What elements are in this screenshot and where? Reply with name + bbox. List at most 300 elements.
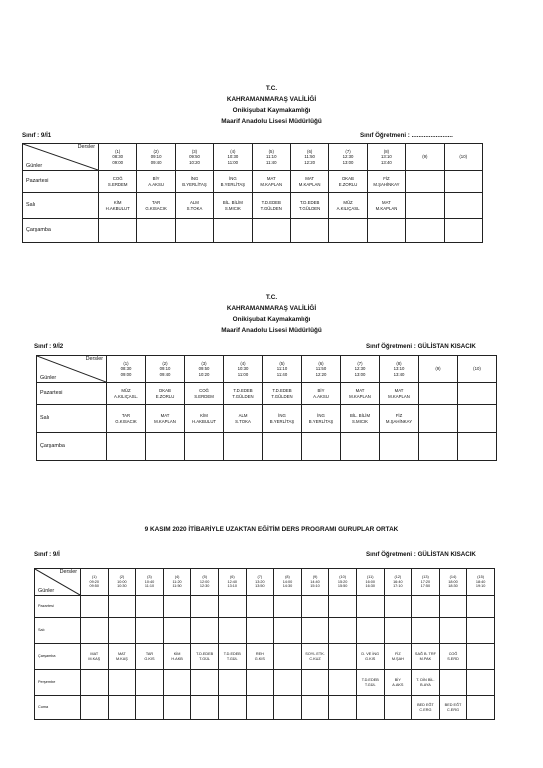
lesson-cell — [246, 618, 274, 644]
lesson-cell — [108, 670, 136, 696]
lesson-teacher: M.KAPLAN — [154, 418, 176, 424]
lesson-cell — [467, 618, 495, 644]
lesson-cell — [406, 219, 444, 243]
lesson-cell — [367, 219, 405, 243]
lesson-cell — [175, 219, 213, 243]
lesson-cell — [302, 433, 341, 461]
period-start-time: 12:40 — [227, 579, 238, 584]
period-start-time: 13:10 — [381, 154, 392, 160]
lesson-cell — [185, 383, 224, 405]
block1-title-school: Maarif Anadolu Lisesi Müdürlüğü — [221, 118, 322, 125]
period-number: (8) — [285, 575, 290, 580]
block2-title-tc: T.C. — [265, 294, 278, 301]
lesson-subject: İNG — [278, 413, 286, 419]
lesson-cell — [191, 644, 219, 670]
period-number: (6) — [307, 148, 313, 154]
period-header-cell — [329, 569, 357, 596]
lesson-cell — [301, 696, 329, 720]
block2-class-label: Sınıf : 9/İ2 — [34, 343, 64, 350]
lesson-cell — [191, 670, 219, 696]
lesson-cell — [329, 193, 367, 219]
lesson-cell — [301, 618, 329, 644]
lesson-teacher: G.KIS — [254, 656, 265, 661]
day-name-cell: Çarşamba — [23, 219, 99, 243]
lesson-cell — [107, 383, 146, 405]
period-end-time: 09:40 — [159, 371, 171, 377]
day-name-cell: Salı — [35, 618, 81, 644]
period-end-time: 09:00 — [112, 159, 124, 165]
lesson-subject: MÜZ — [343, 200, 353, 206]
lesson-cell — [458, 405, 497, 433]
lesson-teacher: A.KILIÇASL — [336, 205, 360, 211]
lesson-teacher: T.GÜL — [226, 656, 238, 661]
lesson-cell — [467, 670, 495, 696]
lesson-cell — [274, 644, 302, 670]
lesson-cell — [137, 219, 175, 243]
day-name-cell: Çarşamba — [35, 644, 81, 670]
day-name-cell: Pazartesi — [35, 596, 81, 618]
day-name-cell: Salı — [23, 193, 99, 219]
day-row — [35, 696, 495, 720]
lesson-cell — [439, 618, 467, 644]
period-start-time: 11:10 — [266, 154, 277, 160]
period-start-time: 17:20 — [420, 579, 431, 584]
lesson-subject: MAT — [355, 388, 365, 394]
period-start-time: 09:50 — [189, 154, 200, 160]
lesson-cell — [163, 644, 191, 670]
lesson-cell — [263, 383, 302, 405]
lesson-teacher: C.KUZ — [309, 656, 321, 661]
lesson-cell — [439, 696, 467, 720]
period-header-cell — [384, 569, 412, 596]
lesson-teacher: M.PAK — [419, 656, 432, 661]
day-name-cell: Pazartesi — [37, 383, 107, 405]
period-end-time: 11:00 — [237, 371, 249, 377]
block1-teacher-label: Sınıf Öğretmeni : ........................ — [360, 132, 453, 139]
lesson-cell — [246, 644, 274, 670]
period-header-cell — [191, 569, 219, 596]
period-number: (7) — [345, 148, 351, 154]
block2-timetable — [36, 355, 497, 461]
lesson-subject: TAR — [121, 413, 131, 419]
period-number: (11) — [366, 575, 374, 580]
period-start-time: 15:20 — [337, 579, 348, 584]
period-start-time: 13:10 — [393, 366, 405, 372]
lesson-subject: BİL. BİLİM — [349, 413, 371, 419]
lesson-teacher: G.KISACIK — [115, 418, 137, 424]
day-name-cell: Çarşamba — [37, 433, 107, 461]
period-header-cell — [163, 569, 191, 596]
lesson-teacher: M.ŞAHİNKAY — [373, 181, 400, 187]
lesson-subject: BİY — [317, 388, 325, 394]
period-number: (1) — [115, 148, 121, 154]
lesson-teacher: M.ŞAHİNKAY — [385, 418, 413, 424]
period-number: (13) — [422, 575, 429, 580]
lesson-cell — [81, 618, 109, 644]
period-start-time: 14:40 — [310, 579, 320, 584]
lesson-cell — [444, 219, 482, 243]
period-number: (2) — [119, 575, 125, 580]
lesson-teacher: C.ERG — [447, 707, 460, 712]
block2-teacher-label: Sınıf Öğretmeni : GÜLİSTAN KISACIK — [366, 343, 476, 350]
period-header-cell — [301, 569, 329, 596]
period-end-time: 10:20 — [189, 159, 200, 165]
period-end-time: 11:50 — [172, 584, 182, 589]
lesson-cell — [163, 618, 191, 644]
period-end-time: 12:20 — [315, 371, 327, 377]
period-end-time: 16:30 — [365, 584, 375, 589]
lesson-teacher: T.GÜL — [364, 682, 376, 687]
day-row — [35, 618, 495, 644]
lesson-teacher: H.AKBULUT — [105, 205, 130, 211]
lesson-cell — [274, 696, 302, 720]
lesson-cell — [107, 405, 146, 433]
lesson-subject: MAT — [118, 651, 126, 656]
period-end-time: 11:10 — [144, 584, 155, 589]
lesson-cell — [301, 596, 329, 618]
lesson-cell — [108, 596, 136, 618]
period-header-cell — [367, 144, 405, 171]
period-header-cell — [218, 569, 246, 596]
period-start-time: 09:10 — [159, 366, 171, 372]
lesson-subject: İNG — [317, 413, 325, 419]
gunler-label: Günler — [38, 588, 55, 595]
lesson-cell — [412, 596, 440, 618]
lesson-cell — [444, 193, 482, 219]
lesson-subject: T.D.EDEB — [299, 200, 320, 206]
period-start-time: 11:10 — [276, 366, 288, 372]
period-start-time: 11:20 — [172, 579, 182, 584]
period-start-time: 11:50 — [304, 154, 315, 160]
lesson-cell — [214, 193, 252, 219]
block2-title-valilik: KAHRAMANMARAŞ VALİLİĞİ — [226, 305, 317, 312]
gunler-label: Günler — [40, 374, 57, 381]
period-header-cell — [263, 356, 302, 383]
lesson-cell — [419, 383, 458, 405]
lesson-cell — [329, 644, 357, 670]
period-header-cell — [290, 144, 328, 171]
day-row — [37, 383, 497, 405]
lesson-subject: MAT — [382, 200, 391, 206]
lesson-cell — [224, 383, 263, 405]
lesson-teacher: M.KAPLAN — [298, 181, 321, 187]
lesson-cell — [419, 405, 458, 433]
lesson-cell — [329, 596, 357, 618]
lesson-teacher: M.KAPLAN — [375, 205, 398, 211]
lesson-teacher: G.KIS — [144, 656, 155, 661]
period-end-time: 14:30 — [282, 584, 293, 589]
period-header-cell — [356, 569, 384, 596]
lesson-teacher: M.KAŞ — [115, 656, 128, 661]
lesson-subject: MAT — [266, 176, 276, 182]
lesson-subject: BİL. BİLİM — [222, 200, 243, 206]
lesson-cell — [439, 644, 467, 670]
block3-heading: 9 KASIM 2020 İTİBARİYLE UZAKTAN EĞİTİM DERS PROGRAMI GURUPLAR ORTAK — [144, 526, 399, 533]
lesson-teacher: M.KAŞ — [88, 656, 101, 661]
period-number: (14) — [449, 575, 457, 580]
lesson-subject: MAT — [305, 176, 315, 182]
block2-title-school: Maarif Anadolu Lisesi Müdürlüğü — [221, 327, 322, 334]
header-row — [35, 569, 495, 596]
block1-timetable — [22, 143, 483, 243]
period-end-time: 11:40 — [266, 159, 277, 165]
period-start-time: 12:30 — [354, 366, 366, 372]
lesson-teacher: S.ERDEM — [194, 393, 214, 399]
lesson-cell — [367, 193, 405, 219]
lesson-cell — [99, 219, 137, 243]
lesson-cell — [108, 618, 136, 644]
lesson-cell — [290, 219, 328, 243]
period-end-time: 13:00 — [342, 159, 354, 165]
lesson-teacher: A.AKS — [392, 682, 404, 687]
lesson-cell — [163, 696, 191, 720]
period-header-cell — [341, 356, 380, 383]
dersler-label: Dersler — [77, 144, 95, 150]
lesson-teacher: A.KILIÇASL. — [113, 393, 139, 399]
lesson-teacher: G.KIS — [365, 656, 376, 661]
lesson-cell — [406, 193, 444, 219]
period-end-time: 09:40 — [150, 159, 162, 165]
period-start-time: 16:00 — [365, 579, 375, 584]
lesson-subject: SOYL ETK. — [305, 651, 325, 656]
lesson-teacher: B.YERLİTAŞ — [308, 418, 334, 424]
lesson-teacher: A.AKSU — [148, 181, 164, 187]
lesson-subject: İNG — [190, 176, 199, 182]
lesson-cell — [302, 405, 341, 433]
lesson-cell — [356, 644, 384, 670]
lesson-teacher: S.TOKA — [186, 205, 203, 211]
period-header-cell — [412, 569, 440, 596]
period-header-cell — [175, 144, 213, 171]
lesson-cell — [191, 596, 219, 618]
block1-title-valilik: KAHRAMANMARAŞ VALİLİĞİ — [226, 96, 317, 103]
lesson-teacher: B.YERLİTAŞ — [269, 418, 295, 424]
period-start-time: 10:40 — [144, 579, 155, 584]
period-header-cell — [108, 569, 136, 596]
lesson-cell — [341, 383, 380, 405]
period-start-time: 10:30 — [227, 154, 239, 160]
period-number: (9) — [312, 575, 318, 580]
period-header-cell — [136, 569, 164, 596]
period-number: (5) — [202, 575, 207, 580]
dersler-label: Dersler — [85, 356, 103, 362]
block1-title-kaymakamlik: Onikişubat Kaymakamlığı — [232, 107, 311, 114]
lesson-subject: BİY — [394, 677, 401, 682]
lesson-cell — [290, 171, 328, 193]
period-end-time: 13:00 — [354, 371, 366, 377]
lesson-cell — [329, 696, 357, 720]
header-row — [37, 356, 497, 383]
period-header-cell — [444, 144, 482, 171]
lesson-teacher: H.AKBULUT — [191, 418, 217, 424]
period-number: (6) — [318, 360, 324, 366]
period-header-cell — [252, 144, 290, 171]
lesson-subject: T.D.EDEB — [223, 651, 241, 656]
lesson-cell — [384, 644, 412, 670]
period-number: (8) — [396, 360, 402, 366]
lesson-subject: DKAB — [159, 388, 171, 394]
lesson-cell — [341, 405, 380, 433]
period-end-time: 18:30 — [448, 584, 458, 589]
lesson-subject: TAR — [145, 651, 154, 656]
lesson-cell — [175, 193, 213, 219]
period-number: (9) — [435, 366, 441, 372]
lesson-subject: KİM — [173, 651, 181, 656]
lesson-cell — [146, 433, 185, 461]
lesson-teacher: H.AKB — [171, 656, 183, 661]
period-start-time: 11:50 — [315, 366, 327, 372]
lesson-cell — [384, 696, 412, 720]
period-header-cell — [406, 144, 444, 171]
lesson-cell — [274, 670, 302, 696]
lesson-cell — [252, 219, 290, 243]
lesson-subject: ALM — [238, 413, 248, 419]
block1-title-tc: T.C. — [265, 85, 278, 92]
block3-class-label: Sınıf : 9/İ — [34, 551, 60, 558]
lesson-cell — [191, 696, 219, 720]
lesson-subject: FİZ — [383, 176, 390, 182]
block3-teacher-label: Sınıf Öğretmeni : GÜLİSTAN KISACIK — [366, 551, 476, 558]
period-number: (7) — [257, 575, 263, 580]
header-corner-cell — [35, 569, 81, 596]
lesson-cell — [458, 383, 497, 405]
period-number: (1) — [123, 360, 129, 366]
period-end-time: 13:40 — [393, 371, 405, 377]
lesson-cell — [108, 644, 136, 670]
lesson-cell — [81, 670, 109, 696]
period-number: (6) — [229, 575, 235, 580]
lesson-subject: MAT — [160, 413, 170, 419]
period-number: (12) — [394, 575, 402, 580]
period-number: (3) — [201, 360, 207, 366]
header-corner-cell — [37, 356, 107, 383]
lesson-cell — [218, 644, 246, 670]
period-number: (5) — [279, 360, 285, 366]
lesson-subject: MAT — [394, 388, 404, 394]
lesson-cell — [214, 171, 252, 193]
lesson-cell — [218, 696, 246, 720]
period-header-cell — [214, 144, 252, 171]
lesson-cell — [356, 670, 384, 696]
period-header-cell — [246, 569, 274, 596]
period-number: (2) — [162, 360, 168, 366]
lesson-subject: FİZ — [394, 651, 401, 656]
day-row — [23, 219, 483, 243]
lesson-subject: REH — [255, 651, 264, 656]
lesson-cell — [137, 171, 175, 193]
period-start-time: 09:20 — [89, 579, 100, 584]
lesson-teacher: E.ZORLU — [338, 181, 358, 187]
lesson-teacher: B.YERLİTAŞ — [182, 181, 207, 187]
lesson-cell — [356, 696, 384, 720]
lesson-subject: MÜZ — [121, 388, 131, 394]
lesson-teacher: S.MICIK — [352, 418, 368, 424]
lesson-teacher: S.MICIK — [224, 205, 241, 211]
period-end-time: 12:30 — [199, 584, 210, 589]
period-end-time: 13:50 — [255, 584, 265, 589]
lesson-cell — [81, 644, 109, 670]
period-number: (5) — [268, 148, 274, 154]
day-row — [35, 596, 495, 618]
header-corner-cell — [23, 144, 99, 171]
lesson-cell — [439, 596, 467, 618]
lesson-cell — [252, 171, 290, 193]
period-header-cell — [146, 356, 185, 383]
lesson-cell — [214, 219, 252, 243]
lesson-cell — [246, 596, 274, 618]
lesson-cell — [341, 433, 380, 461]
period-header-cell — [274, 569, 302, 596]
lesson-subject: İNG — [229, 176, 237, 182]
lesson-subject: DKAB — [342, 176, 354, 182]
period-number: (4) — [230, 148, 236, 154]
lesson-subject: KİM — [200, 413, 208, 419]
period-header-cell — [329, 144, 367, 171]
period-start-time: 09:10 — [150, 154, 162, 160]
lesson-teacher: T.GÜLDEN — [232, 393, 254, 399]
lesson-teacher: T.GÜLDEN — [271, 393, 293, 399]
lesson-cell — [467, 596, 495, 618]
period-end-time: 10:30 — [117, 584, 127, 589]
lesson-cell — [218, 670, 246, 696]
period-header-cell — [419, 356, 458, 383]
period-number: (9) — [422, 154, 428, 160]
lesson-cell — [444, 171, 482, 193]
lesson-cell — [406, 171, 444, 193]
lesson-teacher: E.ZORLU — [155, 393, 175, 399]
lesson-cell — [419, 433, 458, 461]
lesson-cell — [329, 171, 367, 193]
day-row — [23, 171, 483, 193]
lesson-subject: KİM — [113, 200, 122, 206]
lesson-cell — [302, 383, 341, 405]
lesson-cell — [412, 618, 440, 644]
lesson-subject: T.D.EDEB — [233, 388, 253, 394]
lesson-subject: MAT — [90, 651, 99, 656]
lesson-cell — [185, 405, 224, 433]
period-end-time: 17:50 — [420, 584, 431, 589]
period-start-time: 12:30 — [342, 154, 354, 160]
period-number: (4) — [240, 360, 246, 366]
lesson-cell — [380, 433, 419, 461]
lesson-teacher: M.KAPLAN — [260, 181, 283, 187]
period-number: (7) — [357, 360, 363, 366]
period-end-time: 17:10 — [393, 584, 403, 589]
lesson-cell — [329, 618, 357, 644]
lesson-cell — [218, 618, 246, 644]
lesson-teacher: S.ERD — [447, 656, 459, 661]
period-header-cell — [99, 144, 137, 171]
lesson-teacher: S.ERDEM — [107, 181, 128, 187]
day-name-cell: Cuma — [35, 696, 81, 720]
lesson-cell — [191, 618, 219, 644]
lesson-subject: T.D.EDEB — [272, 388, 292, 394]
period-end-time: 09:50 — [89, 584, 100, 589]
lesson-subject: COĞ — [112, 176, 123, 182]
lesson-cell — [246, 696, 274, 720]
lesson-subject: FİZ — [395, 413, 403, 419]
lesson-teacher: A.AKSU — [313, 393, 329, 399]
period-end-time: 11:40 — [276, 371, 288, 377]
lesson-cell — [439, 670, 467, 696]
period-header-cell — [467, 569, 495, 596]
lesson-teacher: C.ERG — [419, 707, 432, 712]
day-row — [35, 644, 495, 670]
lesson-cell — [458, 433, 497, 461]
day-row — [35, 670, 495, 696]
day-name-cell: Perşembe — [35, 670, 81, 696]
lesson-teacher: B.AYA — [420, 682, 431, 687]
